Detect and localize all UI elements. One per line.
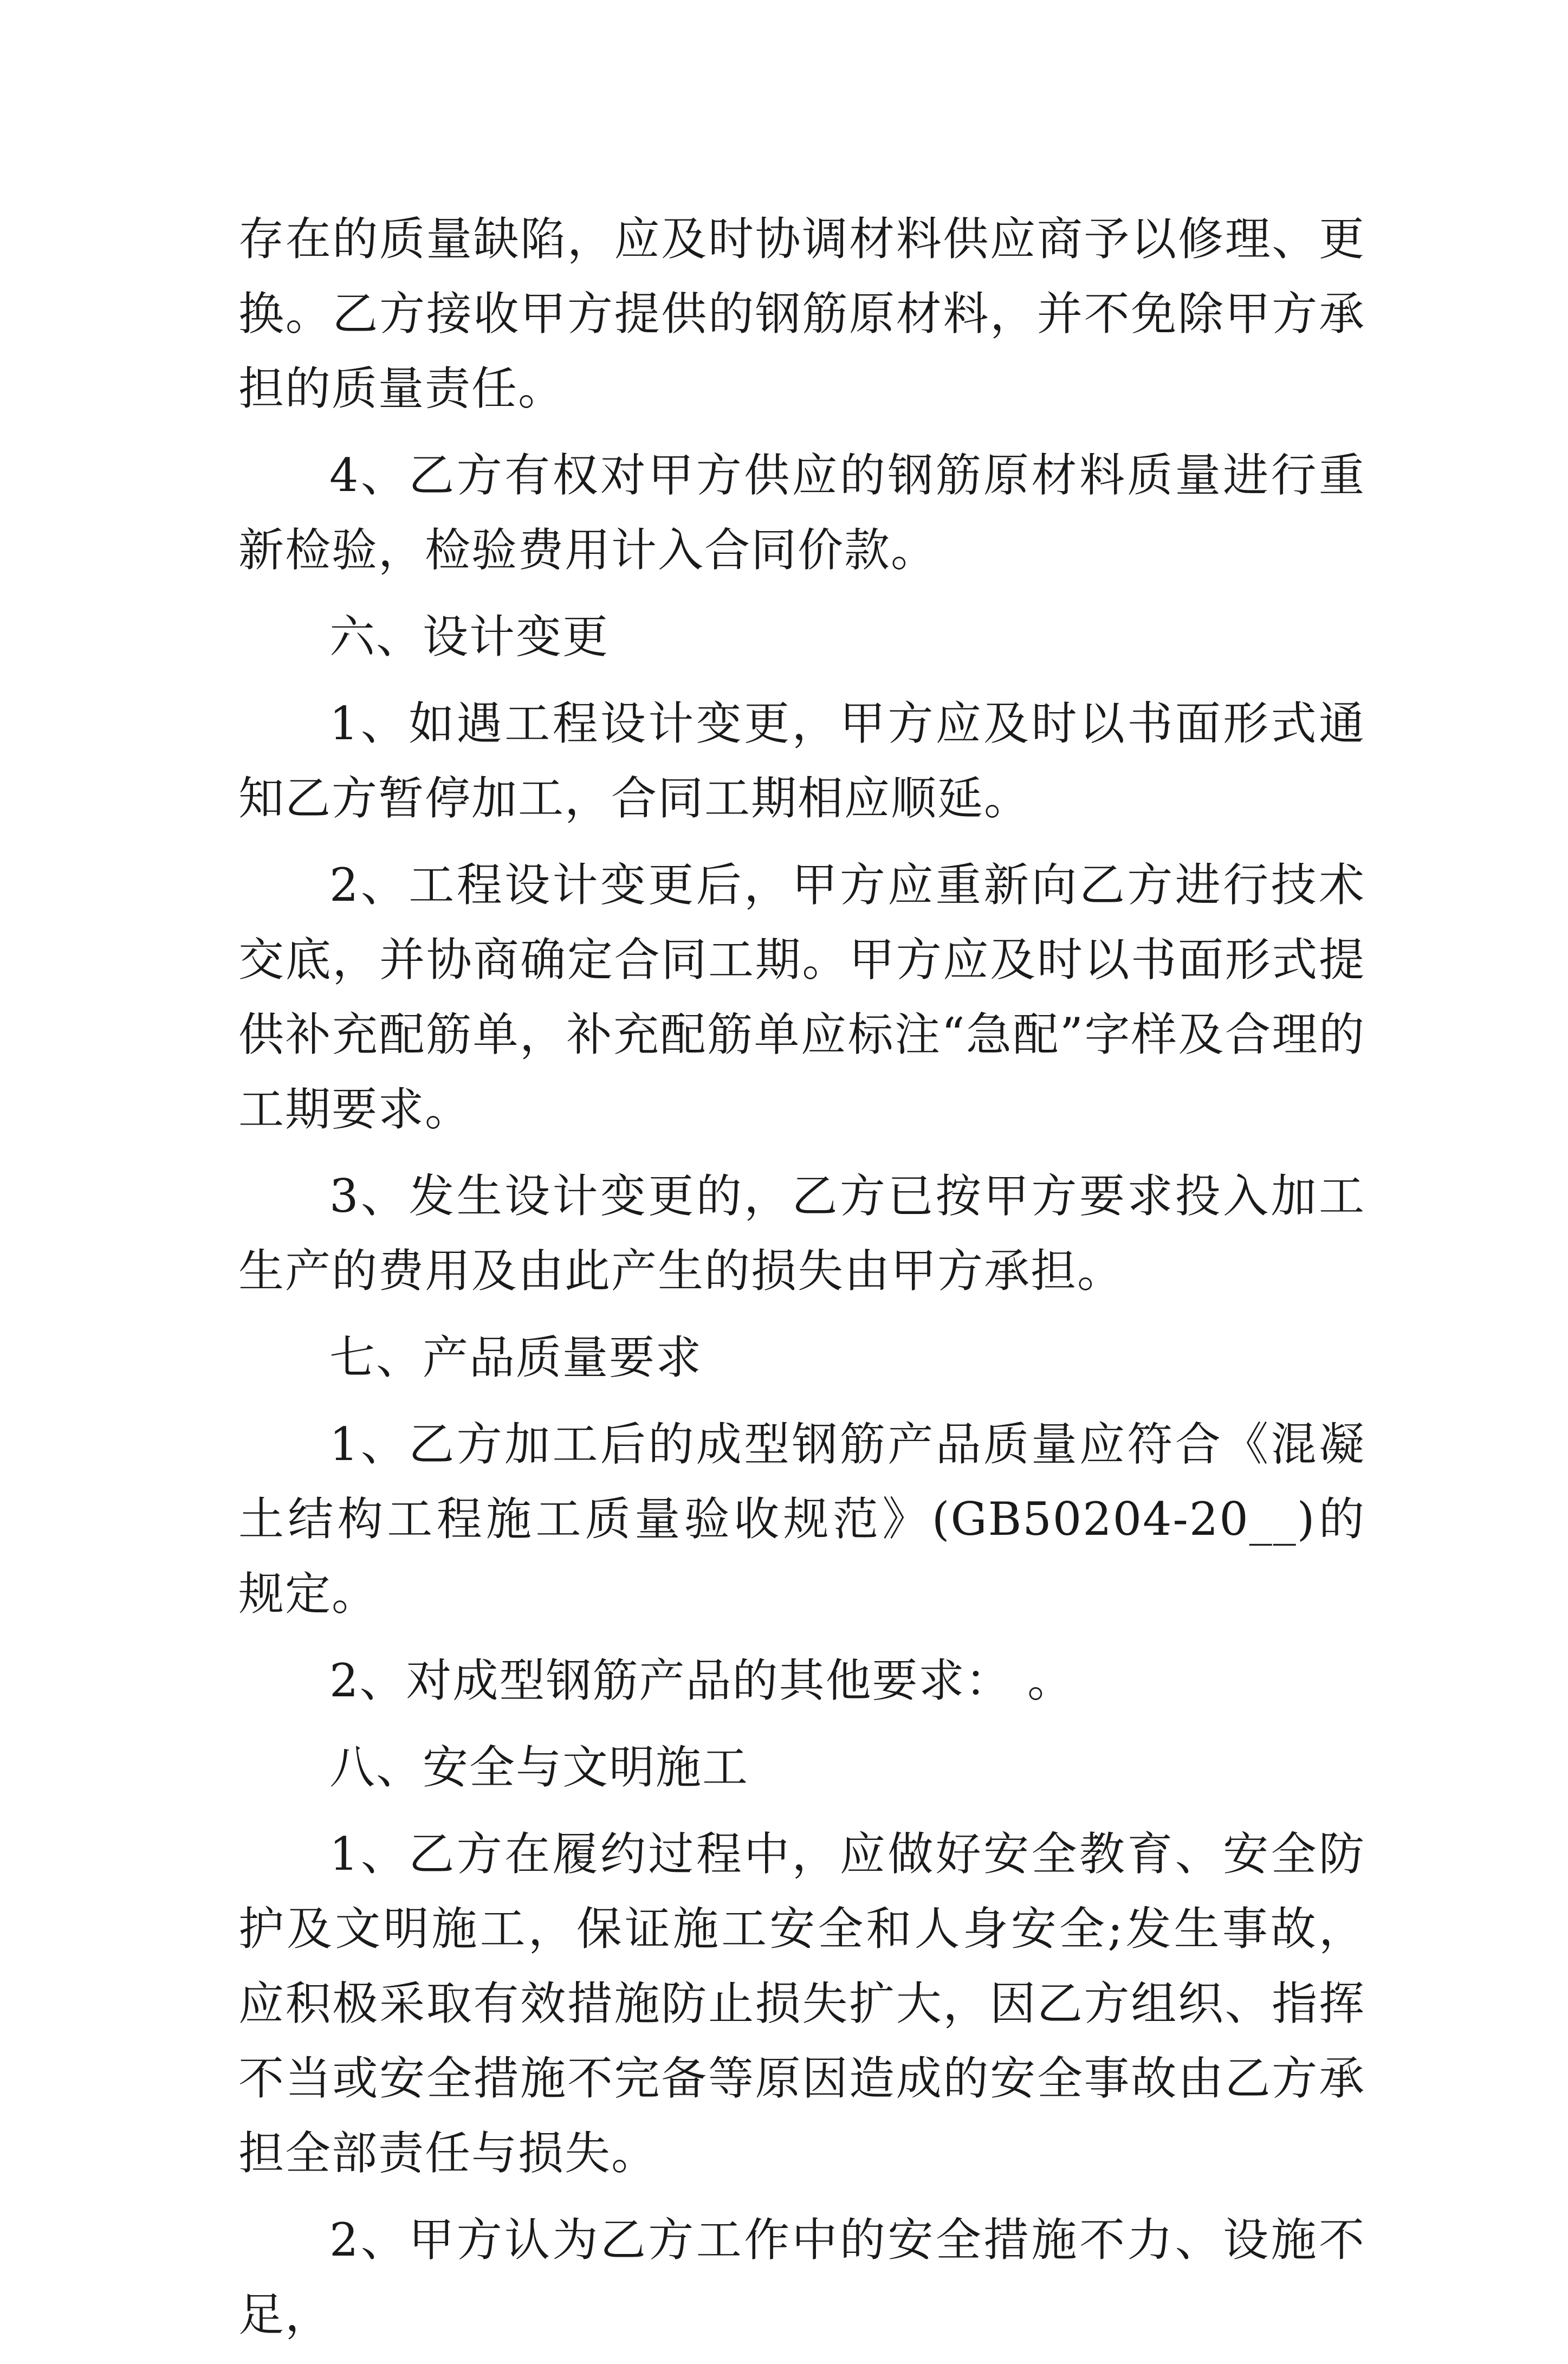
paragraph-clause-1: 1、如遇工程设计变更，甲方应及时以书面形式通知乙方暂停加工，合同工期相应顺延。 xyxy=(238,697,1365,825)
paragraph-clause-4: 4、乙方有权对甲方供应的钢筋原材料质量进行重新检验，检验费用计入合同价款。 xyxy=(238,449,1365,577)
section-heading-quality: 七、产品质量要求 xyxy=(329,1331,703,1384)
section-heading-safety: 八、安全与文明施工 xyxy=(329,1741,749,1794)
paragraph-quality-2: 2、对成型钢筋产品的其他要求： 。 xyxy=(329,1654,1074,1707)
paragraph-clause-3: 3、发生设计变更的，乙方已按甲方要求投入加工生产的费用及由此产生的损失由甲方承担。 xyxy=(238,1170,1365,1297)
paragraph-clause-2: 2、工程设计变更后，甲方应重新向乙方进行技术交底，并协商确定合同工期。甲方应及时以书面形式提供补充配筋单，补充配筋单应标注“急配”字样及合理的工期要求。 xyxy=(238,858,1365,1136)
paragraph-safety-2: 2、甲方认为乙方工作中的安全措施不力、设施不足， xyxy=(238,2213,1365,2341)
section-heading-design-change: 六、设计变更 xyxy=(329,610,610,663)
paragraph-quality-1: 1、乙方加工后的成型钢筋产品质量应符合《混凝土结构工程施工质量验收规范》(GB50204-20__)的规定。 xyxy=(238,1418,1365,1620)
paragraph-safety-1: 1、乙方在履约过程中，应做好安全教育、安全防护及文明施工，保证施工安全和人身安全;发生事故，应积极采取有效措施防止损失扩大，因乙方组织、指挥不当或安全措施不完备等原因造成的安全事故由乙方承担全部责任与损失。 xyxy=(238,1827,1365,2180)
paragraph-continuation: 存在的质量缺陷，应及时协调材料供应商予以修理、更换。乙方接收甲方提供的钢筋原材料，并不免除甲方承担的质量责任。 xyxy=(238,212,1365,415)
document-body xyxy=(238,202,1365,2364)
